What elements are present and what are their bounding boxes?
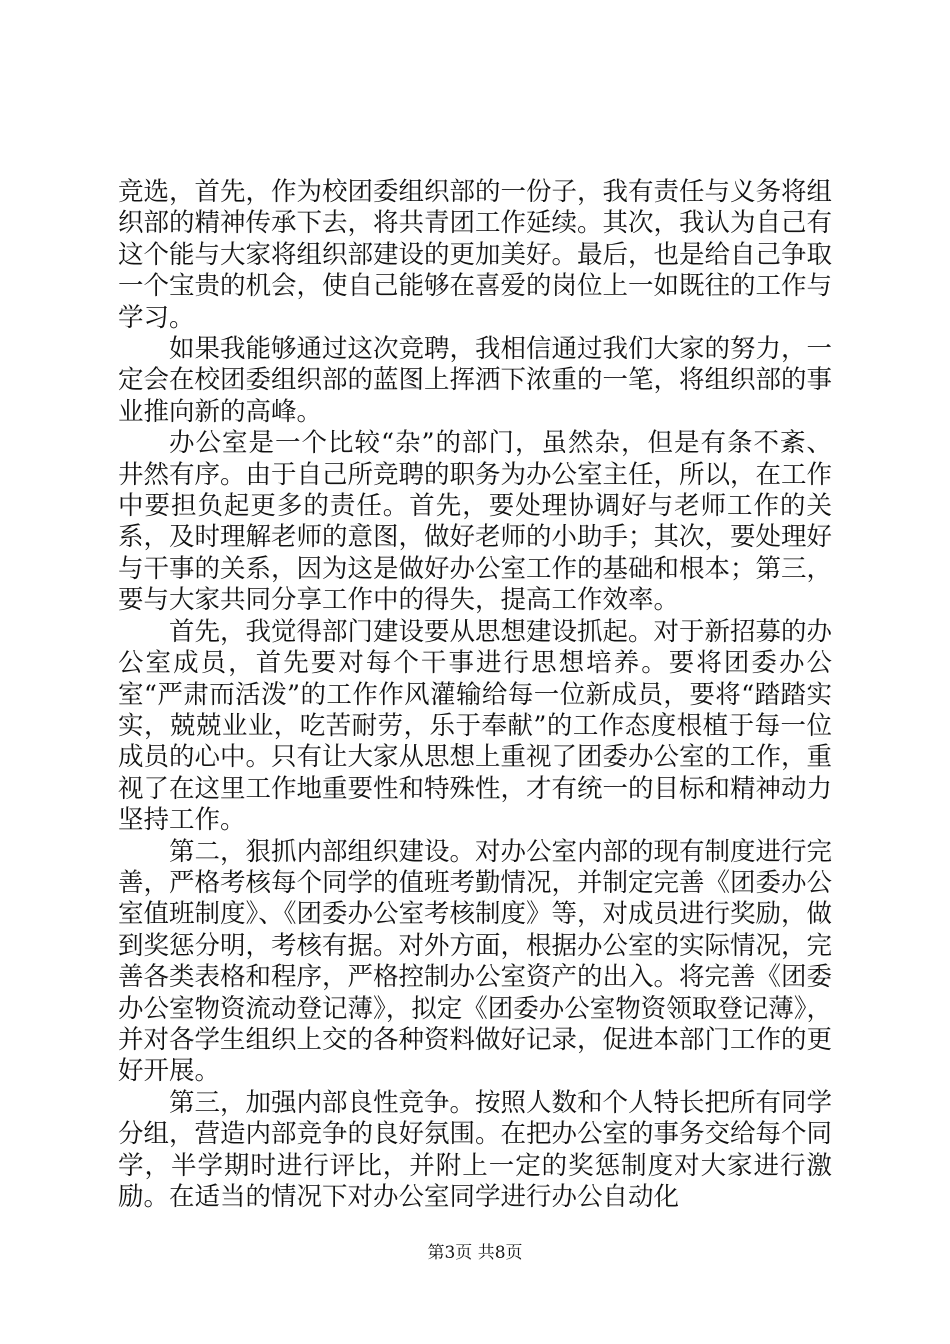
paragraph-2: 如果我能够通过这次竞聘，我相信通过我们大家的努力，一定会在校团委组织部的蓝图上挥洒下浓重的一笔，将组织部的事业推向新的高峰。 [118,334,833,427]
paragraph-1: 竞选，首先，作为校团委组织部的一份子，我有责任与义务将组织部的精神传承下去，将共青团工作延续。其次，我认为自己有这个能与大家将组织部建设的更加美好。最后，也是给自己争取一个宝贵的机会，使自己能够在喜爱的岗位上一如既往的工作与学习。 [118,177,833,333]
paragraph-6: 第三，加强内部良性竞争。按照人数和个人特长把所有同学分组，营造内部竞争的良好氛围。在把办公室的事务交给每个同学，半学期时进行评比，并附上一定的奖惩制度对大家进行激励。在适当的情况下对办公室同学进行办公自动化 [118,1087,833,1212]
document-body [118,177,832,1213]
page-footer: 第3页 共8页 [427,1243,523,1263]
paragraph-5: 第二，狠抓内部组织建设。对办公室内部的现有制度进行完善，严格考核每个同学的值班考勤情况，并制定完善《团委办公室值班制度》、《团委办公室考核制度》等，对成员进行奖励，做到奖惩分明，考核有据。对外方面，根据办公室的实际情况，完善各类表格和程序，严格控制办公室资产的出入。将完善《团委办公室物资流动登记薄》，拟定《团委办公室物资领取登记薄》，并对各学生组织上交的各种资料做好记录，促进本部门工作的更好开展。 [118,836,833,1087]
paragraph-3: 办公室是一个比较“杂”的部门，虽然杂，但是有条不紊、井然有序。由于自己所竞聘的职务为办公室主任，所以，在工作中要担负起更多的责任。首先，要处理协调好与老师工作的关系，及时理解老师的意图，做好老师的小助手；其次，要处理好与干事的关系，因为这是做好办公室工作的基础和根本；第三，要与大家共同分享工作中的得失，提高工作效率。 [118,428,833,616]
paragraph-4: 首先，我觉得部门建设要从思想建设抓起。对于新招募的办公室成员，首先要对每个干事进行思想培养。要将团委办公室“严肃而活泼”的工作作风灌输给每一位新成员，要将“踏踏实实，兢兢业业，吃苦耐劳，乐于奉献”的工作态度根植于每一位成员的心中。只有让大家从思想上重视了团委办公室的工作，重视了在这里工作地重要性和特殊性，才有统一的目标和精神动力坚持工作。 [118,616,833,836]
